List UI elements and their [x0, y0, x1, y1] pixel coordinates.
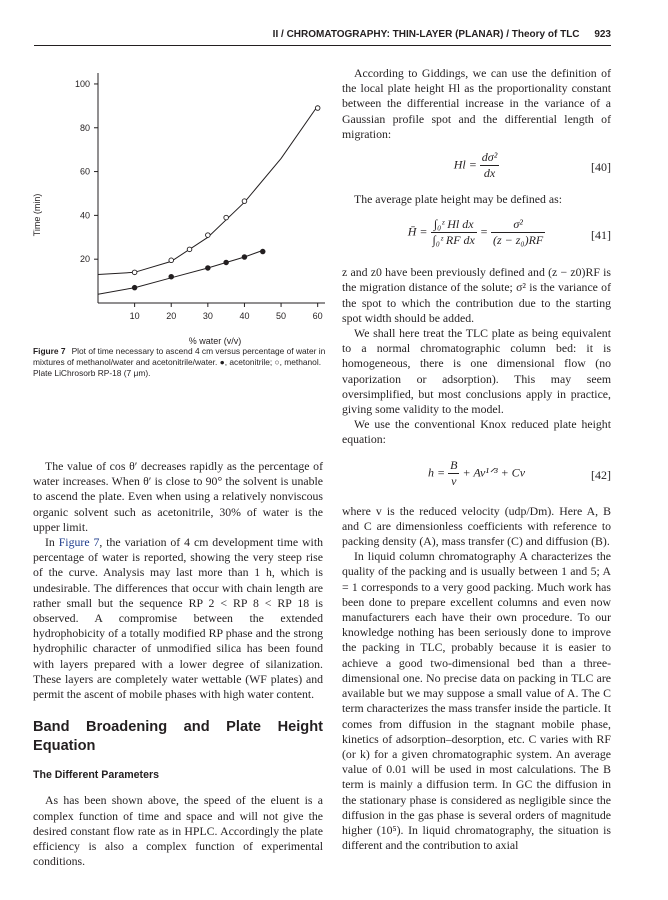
left-paragraph-2: In Figure 7, the variation of 4 cm development time with percentage of water is reported, showing the very steep rise of the curve. Analysis may last more than 1 h, which is undesirable. The differences that occur with chain length are rather small but the sequence RP 2 < RP 8 < RP 18 is observed. A compromise between the extended hydrophobicity of a totally modified RP phase and the strong hydrophilic character of unmodified silica has been found with layers prepared with a lower degree of silanization. These layers are completely water wettable (WF plates) and permit the ascent of mobile phases with high water content.	[33, 535, 323, 702]
y-tick-label: 40	[79, 210, 90, 221]
x-tick-label: 30	[202, 311, 213, 321]
x-tick-label: 10	[129, 311, 140, 321]
equation-42-label: [42]	[591, 467, 611, 482]
equation-41-label: [41]	[591, 228, 611, 243]
methanol-point	[224, 215, 229, 220]
acetonitrile-point	[169, 274, 174, 279]
page-number: 923	[594, 29, 611, 40]
figure-label: Figure 7	[33, 346, 66, 356]
equation-41: H̄ = $\frac{\text{∫₀ᶻ Hl dx}}{\text{∫₀ᶻ RF dx}}$ = $\frac{\text{σ²}}{\text{(z − z₀)RF}}$ [41]	[407, 217, 611, 248]
methanol-point	[206, 233, 211, 238]
methanol-point	[242, 199, 247, 204]
equation-40: Hl = $\frac{\text{dσ²}}{dx}$ [40]	[453, 150, 611, 181]
x-tick-label: 40	[239, 311, 250, 321]
acetonitrile-point	[206, 266, 211, 271]
x-axis-label: % water (v/v)	[188, 336, 242, 346]
acetonitrile-point	[260, 249, 265, 254]
x-tick-label: 60	[312, 311, 323, 321]
acetonitrile-point	[242, 255, 247, 260]
acetonitrile-point	[132, 285, 137, 290]
methanol-point	[169, 258, 174, 263]
right-paragraph-7: In liquid column chromatography A characterizes the quality of the packing and is usually between 1 and 5; A = 1 corresponds to a very good packing. Much work has been done to prepare excellent columns and even now manufacturers each have their own procedure. To our knowledge nothing has been seriously done to improve the packing in TLC, probably because it is easier to achieve a good two-dimensional bed than a three-dimensional one. No precise data on packing in TLC are available but we may suppose a small value of A. The C term characterizes the mass transfer inside the particle. It comes from diffusion in the stagnant mobile phase, kinetics of adsorption–desorption, etc. C varies with RF (or k) for a given chromatographic system. An average value of 0.01 will be used in most calculations. The B term is mainly a diffusion term. In GC the diffusion in the stationary phase is considered as negligible since the diffusion in the gas phase is several orders of magnitude higher (10⁵). In liquid chromatography, the situation is different and the contribution to axial	[342, 549, 611, 853]
equation-40-label: [40]	[591, 160, 611, 175]
left-paragraph-3: As has been shown above, the speed of the eluent is a complex function of time and space and will not give the desired constant flow rate as in HPLC. Accordingly the plate efficiency is also a complex function of experimental conditions.	[33, 793, 323, 869]
methanol-point	[132, 270, 137, 275]
methanol-point	[187, 247, 192, 252]
left-column	[33, 459, 323, 869]
acetonitrile-curve	[98, 250, 263, 294]
y-axis-label: Time (min)	[32, 193, 42, 237]
right-paragraph-5: We use the conventional Knox reduced plate height equation:	[342, 417, 611, 447]
right-paragraph-4: We shall here treat the TLC plate as being equivalent to a normal chromatographic column bed: it is homogeneous, there is one dimensional flow (no vaporization or adsorption). This may seem oversimplified, but most conclusions apply in practice, giving some validity to the model.	[342, 326, 611, 417]
y-tick-label: 100	[74, 78, 90, 89]
right-paragraph-6: where v is the reduced velocity (udp/Dm). Here A, B and C are dimensionless coefficients with reference to packing density (A), mass transfer (C) and diffusion (B).	[342, 503, 611, 549]
y-tick-label: 80	[79, 122, 90, 133]
equation-42: h = $\frac{B}{v}$ + Av¹ᐟ³ + Cv [42]	[427, 457, 611, 488]
methanol-point	[315, 106, 320, 111]
figure-caption	[33, 346, 333, 379]
section-title: Band Broadening and Plate Height Equation	[33, 719, 323, 755]
x-tick-label: 20	[166, 311, 177, 321]
running-header	[273, 29, 611, 40]
left-paragraph-1: The value of cos θ′ decreases rapidly as the percentage of water increases. When θ′ is close to 90° the solvent is unable to ascend the plate. Even when using a relatively nonviscous organic solvent such as acetonitrile, 30% of water is the upper limit.	[33, 459, 323, 534]
y-tick-label: 60	[79, 166, 90, 177]
header-rule	[34, 45, 611, 46]
figure-7-chart	[30, 60, 340, 360]
figure-7-link[interactable]: Figure 7	[58, 535, 100, 550]
right-paragraph-1: According to Giddings, we can use the definition of the local plate height Hl as the proportionality constant between the differential increase in the variance of a Gaussian profile spot and the differential length of migration:	[342, 66, 611, 141]
right-paragraph-3: z and z0 have been previously defined and (z − z0)RF is the migration distance of the solute; σ² is the variance of the spot to which the contribution due to the starting spot width should be added.	[342, 265, 611, 325]
x-tick-label: 50	[276, 311, 287, 321]
methanol-curve	[98, 106, 318, 275]
subsection-title: The Different Parameters	[33, 769, 159, 782]
right-column	[342, 66, 611, 853]
figure-caption-text: Plot of time necessary to ascend 4 cm versus percentage of water in mixtures of methanol/water and acetonitrile/water. ●, acetonitrile; ○, methanol. Plate LiChrosorb RP-18 (7 μm).	[33, 346, 326, 378]
right-paragraph-2: The average plate height may be defined as:	[354, 192, 562, 207]
running-title: II / CHROMATOGRAPHY: THIN-LAYER (PLANAR) / Theory of TLC	[272, 29, 580, 40]
acetonitrile-point	[224, 260, 229, 265]
y-tick-label: 20	[79, 254, 90, 265]
